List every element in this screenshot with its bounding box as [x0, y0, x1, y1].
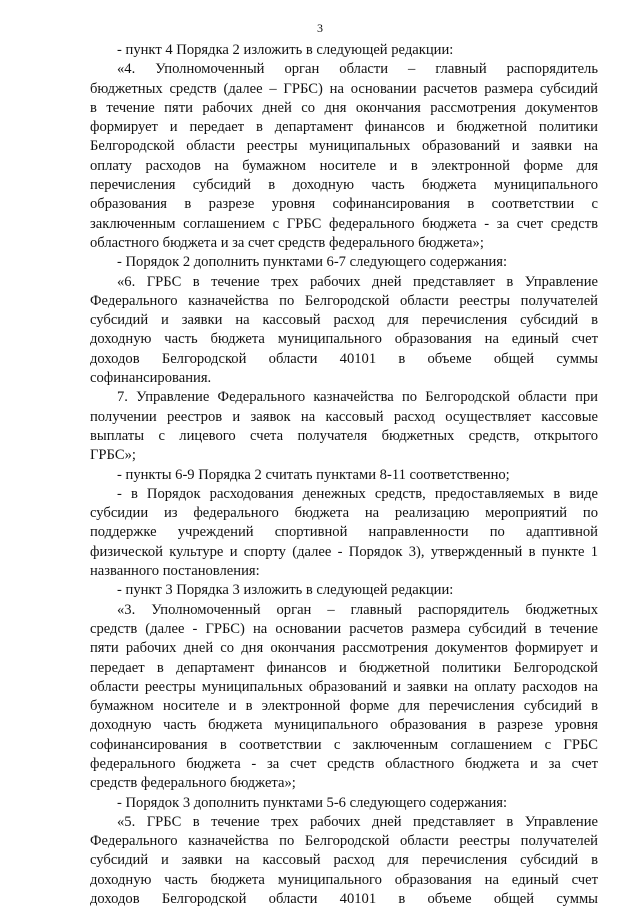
text-line: перечисления субсидий в доходную часть бюджета муниципального — [90, 177, 598, 194]
text-line: 7. Управление Федерального казначейства по Белгородской области при — [117, 389, 598, 406]
text-line: доходную часть бюджета муниципального образования в разрезе уровня — [90, 717, 598, 734]
text-line: «5. ГРБС в течение трех рабочих дней представляет в Управление — [117, 813, 598, 830]
text-line: пяти рабочих дней со дня окончания рассмотрения документов формирует и — [90, 640, 598, 657]
text-line: ГРБС»; — [90, 447, 136, 464]
text-line: доходную часть бюджета муниципального образования на единый счет — [90, 331, 598, 348]
document-body — [90, 41, 598, 909]
text-line: выплаты с лицевого счета получателя бюджетных средств, открытого — [90, 427, 598, 444]
text-line: заключенным соглашением с ГРБС федерального бюджета - за счет средств — [90, 215, 598, 232]
text-line: поддержке учреждений спортивной направленности по адаптивной — [90, 524, 598, 541]
text-line: федерального бюджета - за счет средств областного бюджета и за счет — [90, 755, 598, 772]
text-line: доходов Белгородской области 40101 в объеме общей суммы — [90, 891, 598, 908]
text-line: Федерального казначейства по Белгородской области реестры получателей — [90, 292, 598, 309]
text-line: Федерального казначейства по Белгородской области реестры получателей — [90, 833, 598, 850]
text-line: областного бюджета и за счет средств федерального бюджета»; — [90, 234, 484, 251]
text-line: софинансирования. — [90, 370, 212, 387]
text-line: субсидии из федерального бюджета на реализацию мероприятий по — [90, 505, 598, 522]
text-line: оплату расходов на бумажном носителе и в электронной форме для — [90, 157, 598, 174]
text-line: - в Порядок расходования денежных средств, предоставляемых в виде — [117, 485, 598, 502]
text-line: получении реестров и заявок на кассовый расход осуществляет кассовые — [90, 408, 598, 425]
text-line: названного постановления: — [90, 563, 260, 580]
text-line: средств федерального бюджета»; — [90, 775, 296, 792]
text-line: субсидий и заявки на кассовый расход для перечисления субсидий в — [90, 312, 598, 329]
text-line: «3. Уполномоченный орган – главный распорядитель бюджетных — [117, 601, 598, 618]
text-line: «6. ГРБС в течение трех рабочих дней представляет в Управление — [117, 273, 598, 290]
page-number: 3 — [317, 21, 323, 35]
text-line: образования в разрезе уровня софинансирования в соответствии с — [90, 196, 598, 213]
text-line: - Порядок 2 дополнить пунктами 6-7 следующего содержания: — [117, 254, 508, 271]
text-line: средств (далее - ГРБС) на основании расчетов размера субсидий в течение — [90, 620, 598, 637]
text-line: доходов Белгородской области 40101 в объеме общей суммы — [90, 350, 598, 367]
text-line: области реестры муниципальных образований и заявки на оплату расходов на — [90, 678, 598, 695]
text-line: «4. Уполномоченный орган области – главный распорядитель — [117, 61, 598, 78]
text-line: в течение пяти рабочих дней со дня окончания рассмотрения документов — [90, 99, 598, 116]
text-line: - Порядок 3 дополнить пунктами 5-6 следующего содержания: — [117, 794, 508, 811]
text-line: субсидий и заявки на кассовый расход для перечисления субсидий в — [90, 852, 598, 869]
text-line: бюджетных средств (далее – ГРБС) на основании расчетов размера субсидий — [90, 80, 598, 97]
text-line: - пункт 3 Порядка 3 изложить в следующей редакции: — [117, 582, 454, 599]
text-line: формирует и передает в департамент финансов и бюджетной политики — [90, 119, 598, 136]
text-line: Белгородской области реестры муниципальных образований и заявки на — [90, 138, 598, 155]
text-line: - пункты 6-9 Порядка 2 считать пунктами 8-11 соответственно; — [117, 466, 510, 483]
text-line: доходную часть бюджета муниципального образования на единый счет — [90, 871, 598, 888]
text-line: бумажном носителе и в электронной форме для перечисления субсидий в — [90, 698, 598, 715]
text-line: передает в департамент финансов и бюджетной политики Белгородской — [90, 659, 598, 676]
text-line: софинансирования в соответствии с заключенным соглашением с ГРБС — [90, 736, 598, 753]
text-line: физической культуре и спорту (далее - Порядок 3), утвержденный в пункте 1 — [90, 543, 598, 560]
text-line: - пункт 4 Порядка 2 изложить в следующей редакции: — [117, 42, 454, 58]
